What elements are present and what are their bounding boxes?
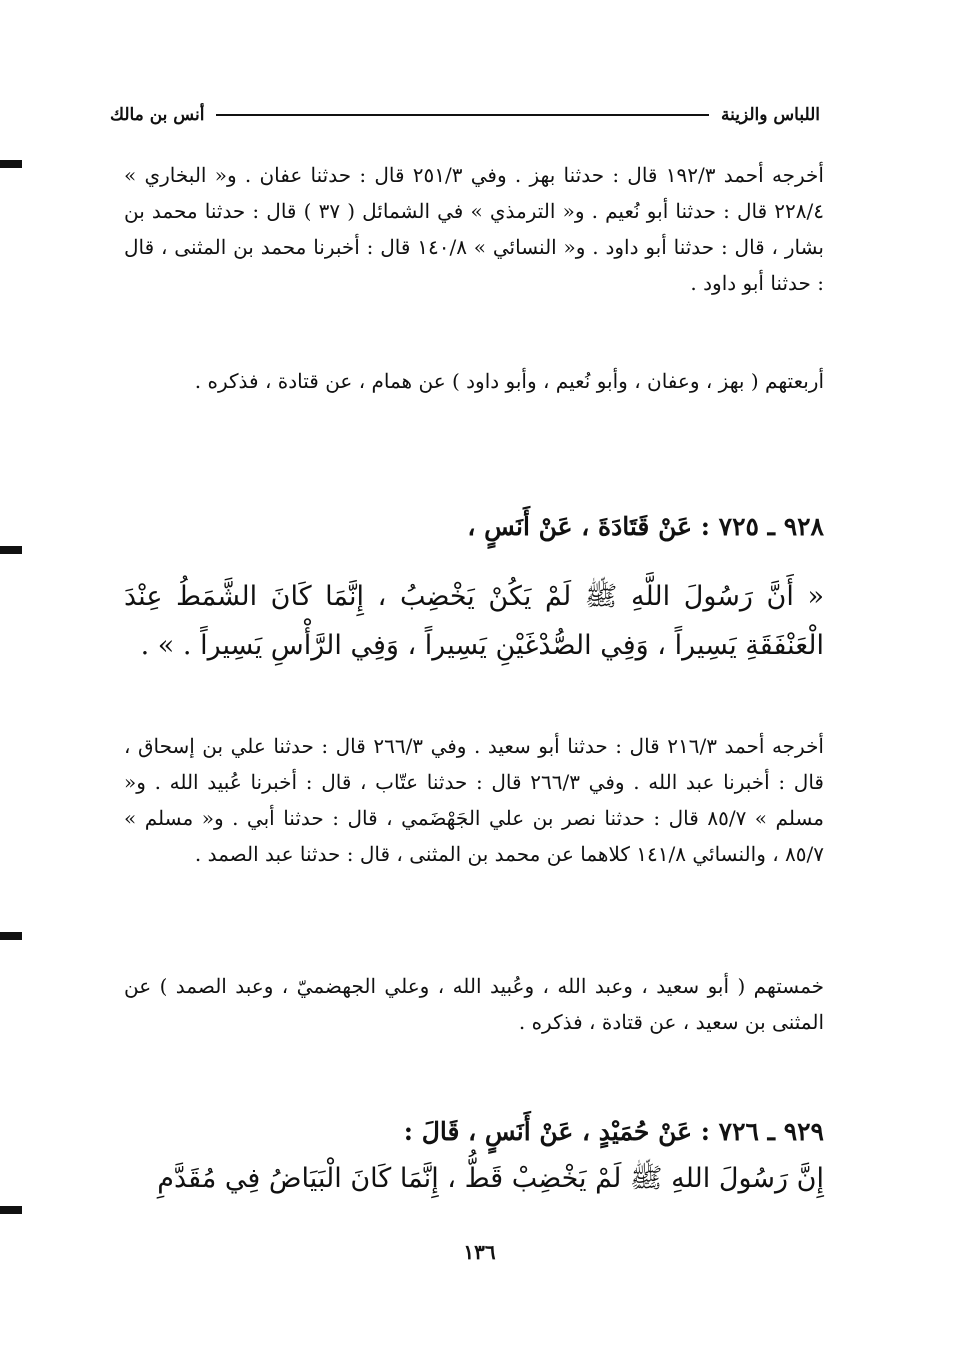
scan-edge-mark: [0, 932, 22, 940]
header-narrator: أنس بن مالك: [110, 105, 205, 125]
hadith-929-heading: ٩٢٩ ـ ٧٢٦ : عَنْ حُمَيْدٍ ، عَنْ أَنَسٍ ، قَالَ :: [403, 1117, 824, 1146]
takhrij-paragraph-1: أخرجه أحمد ١٩٢/٣ قال : حدثنا بهز . وفي ٢٥١/٣ قال : حدثنا عفان . و« البخاري » ٢٢٨/٤ قال : حدثنا أبو نُعيم . و« الترمذي » في الشمائل ( ٣٧ ) قال : حدثنا محمد بن بشار ، قال : حدثنا أبو داود . و« النسائي » ١٤٠/٨ قال : أخبرنا محمد بن المثنى ، قال : حدثنا أبو داود .: [124, 163, 824, 295]
page-number: ١٣٦: [463, 1240, 496, 1264]
running-header: [110, 100, 820, 130]
hadith-929-text: إِنَّ رَسُولَ اللهِ ﷺ لَمْ يَخْضِبْ قَطُّ ، إِنَّمَا كَانَ الْبَيَاضُ فِي مُقَدَّمِ: [157, 1163, 824, 1194]
takhrij-paragraph-2: أخرجه أحمد ٢١٦/٣ قال : حدثنا أبو سعيد . وفي ٢٦٦/٣ قال : حدثنا علي بن إسحاق ، قال : أخبرنا عبد الله . وفي ٢٦٦/٣ قال : حدثنا عتّاب ، قال : أخبرنا عُبيد الله . و« مسلم » ٨٥/٧ قال : حدثنا نصر بن علي الجَهْضَمي ، قال : حدثنا أبي . و« مسلم » ٨٥/٧ ، والنسائي ١٤١/٨ كلاهما عن محمد بن المثنى ، قال : حدثنا عبد الصمد .: [124, 734, 825, 866]
summary-paragraph-2: خمستهم ( أبو سعيد ، وعبد الله ، وعُبيد الله ، وعلي الجهضميّ ، وعبد الصمد ) عن المثنى بن سعيد ، عن قتادة ، فذكره .: [124, 974, 824, 1034]
scan-edge-mark: [0, 1206, 22, 1214]
header-rule: [216, 114, 709, 116]
hadith-928-text: « أَنَّ رَسُولَ اللَّهِ ﷺ لَمْ يَكُنْ يَخْضِبُ ، إِنَّمَا كَانَ الشَّمَطُ عِنْدَ الْعَنْفَقَةِ يَسِيراً ، وَفِي الصُّدْغَيْنِ يَسِيراً ، وَفِي الرَّأْسِ يَسِيراً . » .: [124, 581, 824, 661]
header-chapter-title: اللباس والزينة: [721, 105, 820, 125]
hadith-928-heading: ٩٢٨ ـ ٧٢٥ : عَنْ قَتَادَةَ ، عَنْ أَنَسٍ ،: [467, 512, 824, 541]
scan-edge-mark: [0, 160, 22, 168]
scan-edge-mark: [0, 546, 22, 554]
summary-paragraph-1: أربعتهم ( بهز ، وعفان ، وأبو نُعيم ، وأبو داود ) عن همام ، عن قتادة ، فذكره .: [194, 369, 824, 393]
